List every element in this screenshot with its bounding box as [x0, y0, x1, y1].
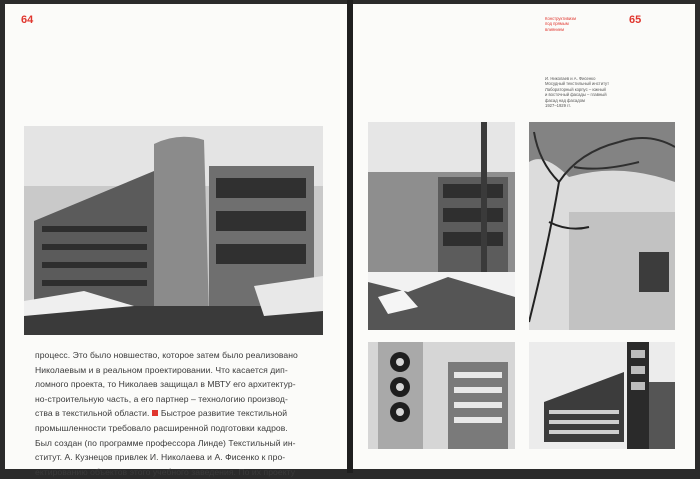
body-line: Был создан (по программе профессора Линде) Текстильный ин-	[35, 437, 296, 448]
photo-tree-facade	[529, 122, 675, 330]
body-line-with-marker	[35, 406, 335, 421]
photo-building-snow	[368, 122, 515, 330]
caption-line: фасад над фасадом	[545, 97, 585, 103]
body-line: ломного проекта, то Николаев защищал в МВТУ его архитектур-	[35, 379, 296, 390]
page-number-right: 65	[629, 14, 642, 26]
body-line: ства в текстильной области.	[35, 408, 150, 419]
running-head	[545, 16, 623, 32]
left-page	[5, 4, 347, 477]
caption-line: 1927–1929 гг.	[545, 103, 571, 109]
running-head-line: влиянием	[545, 26, 565, 32]
body-line: ститут. А. Кузнецов привлек И. Николаева и А. Фисенко к про-	[35, 452, 286, 463]
photo-caption	[545, 76, 655, 108]
caption-line: и восточный фасады – главный	[545, 92, 607, 98]
body-line: Быстрое развитие текстильной	[160, 408, 288, 419]
body-line: Николаевым и в реальном проектировании. Что касается дип-	[35, 364, 288, 375]
page-number-left: 64	[21, 14, 34, 26]
caption-line: И. Николаев и А. Фисенко	[545, 76, 596, 81]
section-marker-icon	[152, 410, 158, 416]
body-line: но-строительную часть, а его партнер – технологию производ-	[35, 393, 288, 404]
running-head-line: Конструктивизм	[545, 16, 576, 21]
body-line: процесс. Это было новшество, которое затем было реализовано	[35, 350, 298, 360]
photo-tower-detail	[368, 342, 515, 449]
photo-model	[529, 342, 675, 449]
body-text	[35, 348, 335, 479]
body-line: ектированию объектов этого учебного заведения. По их проекту	[35, 466, 296, 477]
body-line: промышленности требовало расширенной подготовки кадров.	[35, 422, 288, 433]
caption-line: Мосудный текстильный институт	[545, 81, 610, 87]
building-photo	[24, 126, 323, 335]
caption-line: Лабораторный корпус – южный	[545, 86, 606, 92]
running-head-line: под прямым	[545, 21, 569, 27]
